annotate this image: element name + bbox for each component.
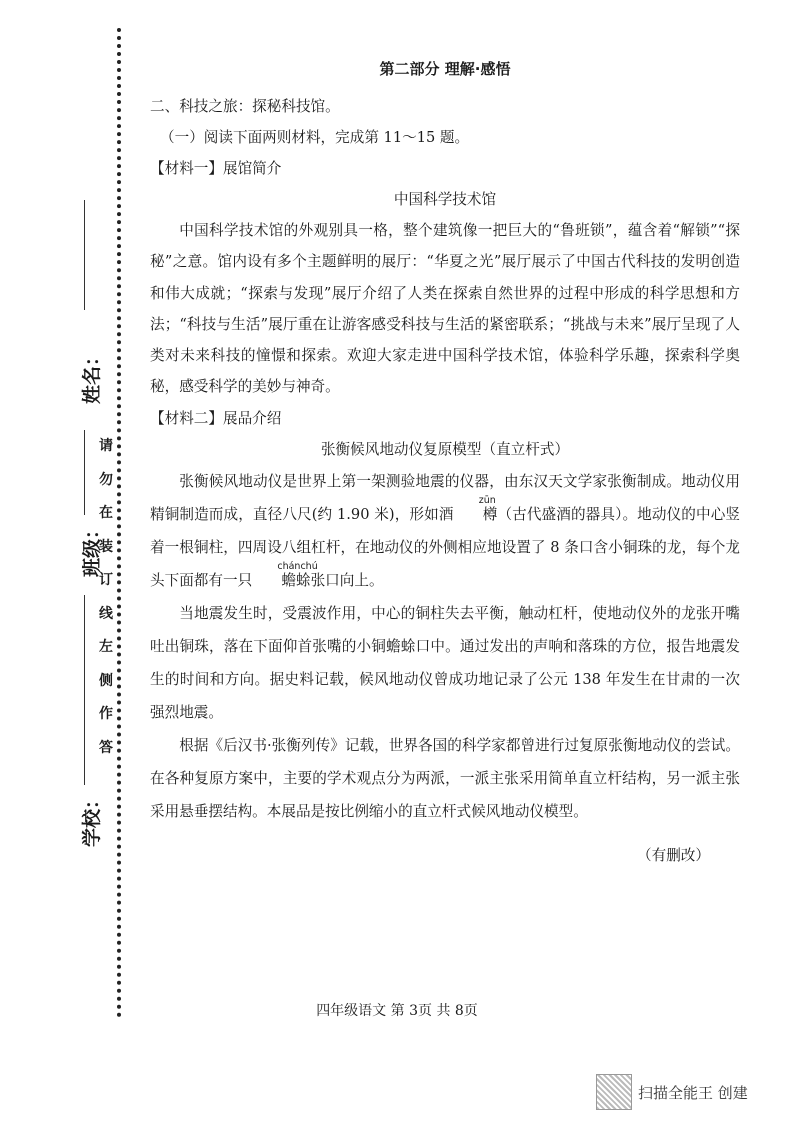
- p1-text-end: 张口向上。: [310, 571, 384, 589]
- material1-title: 中国科学技术馆: [393, 191, 497, 208]
- chanchu-annotated: [252, 560, 318, 597]
- zun-char: 樽: [482, 505, 498, 523]
- material2-paragraph-2: 当地震发生时，受震波作用，中心的铜柱失去平衡，触动杠杆，使地动仪外的龙张开嘴吐出铜珠，落在下面仰首张嘴的小铜蟾蜍口中。通过发出的声响和落珠的方位，报告地震发生的时间和方向。据史料记载，候风地动仪曾成功地记录了公元 138 年发生在甘肃的一次强烈地震。: [150, 604, 740, 721]
- warning-char: 答: [99, 739, 113, 756]
- p1-text-cont: （古代盛酒的器具）。地动仪的中心竖着一根铜柱，四周设八组杠杆，在地动仪的外侧相应地设置了 8 条口含小铜珠的龙，每个龙头下面都有一只: [150, 505, 740, 589]
- page-content: [150, 58, 740, 871]
- scanner-watermark: [596, 1074, 748, 1110]
- page-footer: 四年级语文 第 3页 共 8页: [316, 1003, 478, 1019]
- class-line: [84, 430, 85, 515]
- material2-title: 张衡候风地动仪复原模型（直立杆式）: [320, 440, 570, 458]
- edited-note: （有删改）: [637, 846, 710, 864]
- warning-char: 订: [99, 572, 113, 588]
- warning-char: 在: [99, 505, 113, 521]
- warning-char: 勿: [99, 471, 113, 488]
- binding-warning: [96, 430, 116, 765]
- material1-heading: 【材料一】展馆简介: [150, 160, 282, 177]
- scanner-logo-icon: [596, 1074, 632, 1110]
- chanchu-chars: 蟾蜍: [281, 571, 311, 589]
- class-label: 班级：: [81, 519, 104, 578]
- zun-pinyin: zūn: [478, 494, 496, 506]
- warning-char: 左: [99, 639, 113, 655]
- material1-body: 中国科学技术馆的外观别具一格，整个建筑像一把巨大的“鲁班锁”，蕴含着“解锁”“探秘”之意。馆内设有多个主题鲜明的展厅：“华夏之光”展厅展示了中国古代科技的发明创造和伟大成就；“探索与发现”展厅介绍了人类在探索自然世界的过程中形成的科学思想和方法；“科技与生活”展厅重在让游客感受科技与生活的紧密联系；“挑战与未来”展厅呈现了人类对未来科技的憧憬和探索。欢迎大家走进中国科学技术馆，体验科学乐趣，探索科学奥秘，感受科学的美妙与神奇。: [150, 222, 740, 396]
- scanner-text: 扫描全能王 创建: [638, 1083, 748, 1102]
- warning-char: 侧: [99, 672, 113, 689]
- section-title: 二、科技之旅：探秘科技馆。: [150, 98, 340, 115]
- part-title: 第二部分 理解·感悟: [379, 60, 511, 78]
- school-line: [84, 595, 85, 785]
- material2-paragraph-3: 根据《后汉书·张衡列传》记载，世界各国的科学家都曾进行过复原张衡地动仪的尝试。在各种复原方案中，主要的学术观点分为两派，一派主张采用简单直立杆结构，另一派主张采用悬垂摆结构。本展品是按比例缩小的直立杆式候风地动仪模型。: [150, 736, 740, 820]
- zun-annotated: [454, 494, 498, 531]
- warning-char: 装: [99, 538, 113, 555]
- binding-dotted-line: [117, 28, 121, 1018]
- warning-char: 作: [99, 706, 113, 722]
- p1-text: 张衡候风地动仪是世界上第一架测验地震的仪器，由东汉天文学家张衡制成。地动仪用精铜制造而成，直径八尺(约 1.90 米)，形如酒: [150, 472, 740, 523]
- material2-paragraph-1: [150, 465, 740, 597]
- name-line: [84, 200, 85, 310]
- name-label: 姓名：: [81, 346, 104, 405]
- chanchu-pinyin: chánchú: [277, 560, 318, 572]
- instruction: （一）阅读下面两则材料，完成第 11～15 题。: [160, 129, 470, 146]
- school-label: 学校：: [81, 789, 104, 848]
- material2-heading: 【材料二】展品介绍: [150, 409, 282, 427]
- warning-char: 请: [99, 438, 113, 454]
- warning-char: 线: [99, 605, 113, 622]
